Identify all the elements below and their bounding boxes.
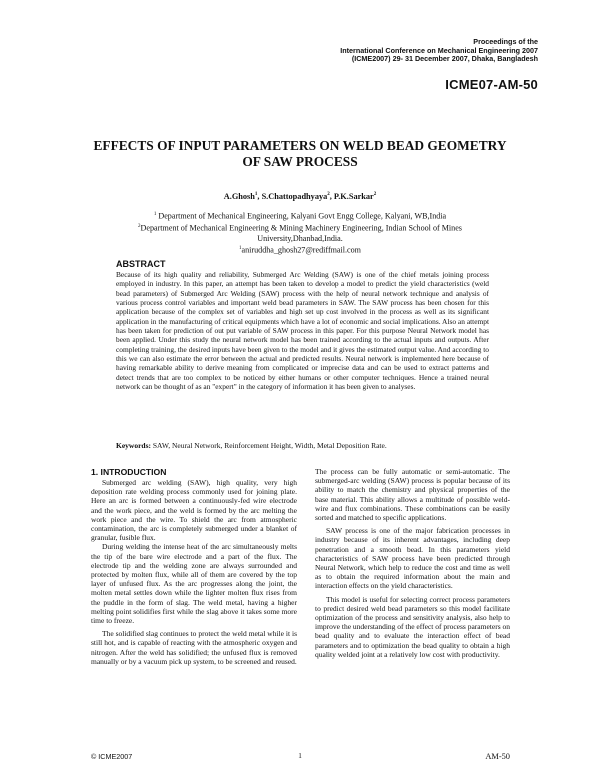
paragraph: During welding the intense heat of the arc simultaneously melts the tip of the bare wire electrode and a part of the flux. The electrode tip and the welding zone are always surrounded and protected by molten flux, while all of them are covered by the top layer of unfused flux. As the arc progresses along the joint, the molten metal settles down while the lighter molten flux rises from the puddle in the form of slag. The weld metal, having a higher melting point solidifies first while the slag above it takes some more time to freeze. [91, 542, 297, 626]
paragraph: The solidified slag continues to protect the weld metal while it is still hot, and is capable of reacting with the atmospheric oxygen and nitrogen. After the weld has solidified; the unfused flux is removed manually or by a vacuum pick up system, to be screened and reused. [91, 629, 297, 666]
author-name: S.Chattopadhyaya [261, 192, 328, 201]
proceedings-line-1: Proceedings of the [473, 37, 538, 46]
footer-page-number: 1 [298, 752, 302, 760]
affiliation-2-continued: University,Dhanbad,India. [257, 233, 343, 243]
author-affil-mark: 1 [254, 192, 258, 198]
paragraph: This model is useful for selecting correct process parameters to predict desired weld bead parameters so this model facilitate optimization of the process and sensitivity analysis, also help to improve the understanding of the effect of process parameters on bead quality and to evaluate the interaction effect of bead parameters and to optimization the bead quality to obtain a high quality welded joint at a relatively low cost with productivity. [315, 594, 510, 659]
proceedings-line-2: International Conference on Mechanical Engineering 2007 [340, 45, 538, 55]
abstract-text: Because of its high quality and reliability, Submerged Arc Welding (SAW) is one of the chief metals joining process employed in industry. In this paper, an attempt has been taken to develop a model to predict the yield characteristics (weld bead parameters) of Submerged Arc Welding (SAW) process with the help of neural network technique and analysis of various process control variables and important weld bead parameters in SAW. The SAW process has been chosen for this application because of the complex set of variables and high set up cost involved in the process as well as its significant application in the manufacturing of critical equipments which have a lot of economic and social implications. Also an attempt has been taken for prediction of out put variable of SAW process in this paper. For this purpose Neural Network model has been applied. Under this study the neural network model has been trained according to the actual inputs and outputs. After completing training, the desired inputs have been given to the model and it gives the estimated output value. And according to this we can also estimate the error between the actual and predicted results. Neural network is implemented here because of having remarkable ability to derive meaning from complicated or imprecise data and can be used to extract patterns and detect trends that are too complex to be noticed by either humans or other computer techniques. Hence a trained neural network can be thought of as an "expert" in the category of information it has been given to analyses. [116, 270, 489, 392]
paragraph: The process can be fully automatic or semi-automatic. The submerged-arc welding (SAW) process is popular because of its ability to match the chemistry and physical properties of the base material. This ability allows a multitude of possible weld-wire and flux combinations. These combinations can be easily sorted and matched to specific applications. [315, 467, 510, 523]
right-column [315, 467, 510, 659]
footer-paper-code: AM-50 [485, 752, 510, 761]
author-name: P.K.Sarkar [333, 192, 374, 201]
keywords [116, 441, 489, 450]
author-name: A.Ghosh [223, 192, 255, 201]
section-heading-introduction: 1. INTRODUCTION [91, 467, 167, 477]
proceedings-line-3: (ICME2007) 29- 31 December 2007, Dhaka, Bangladesh [351, 54, 538, 64]
author-affil-mark: 2 [327, 192, 330, 198]
author-affil-mark: 2 [373, 192, 377, 198]
affiliations [100, 210, 500, 256]
title-line-1: EFFECTS OF INPUT PARAMETERS ON WELD BEAD GEOMETRY [93, 138, 507, 153]
keywords-text: SAW, Neural Network, Reinforcement Height, Width, Metal Deposition Rate. [151, 441, 387, 450]
affiliation-1: $^1$ Department of Mechanical Engineering, Kalyani Govt Engg College, Kalyani, WB,India [153, 211, 447, 221]
author-email: $^1$aniruddha_ghosh27@rediffmail.com [239, 245, 361, 255]
affiliation-2: $^2$Department of Mechanical Engineering & Mining Machinery Engineering, Indian School of Mines [138, 223, 462, 233]
paragraph: SAW process is one of the major fabrication processes in industry because of its inherent advantages, including deep penetration and a smooth bead. In this parameters yield characteristics of SAW process have been predicted through Neural Network, which help to reduce the cost and time as well as to obtain the required information about the main and interaction effects on the yield characteristics. [315, 526, 510, 591]
abstract-heading: ABSTRACT [116, 259, 166, 269]
author-list: A.Ghosh$^1$, S.Chattopadhyaya$^2$, P.K.Sarkar$^2$ [223, 192, 377, 201]
title-line-2: OF SAW PROCESS [242, 154, 358, 169]
keywords-label: Keywords: [116, 441, 151, 450]
paragraph: Submerged arc welding (SAW), high quality, very high deposition rate welding process commonly used for joining plate. Here an arc is formed between a continuously-fed wire electrode and the work piece, and the weld is formed by the arc melting the work piece and the wire. To shield the arc from atmospheric contamination, the arc is completely submerged under a blanket of granular, fusible flux. [91, 478, 297, 543]
footer-copyright: © ICME2007 [91, 752, 133, 761]
paper-title [70, 138, 530, 170]
paper-id: ICME07-AM-50 [445, 77, 538, 92]
proceedings-header [340, 38, 538, 64]
left-column [91, 478, 297, 666]
